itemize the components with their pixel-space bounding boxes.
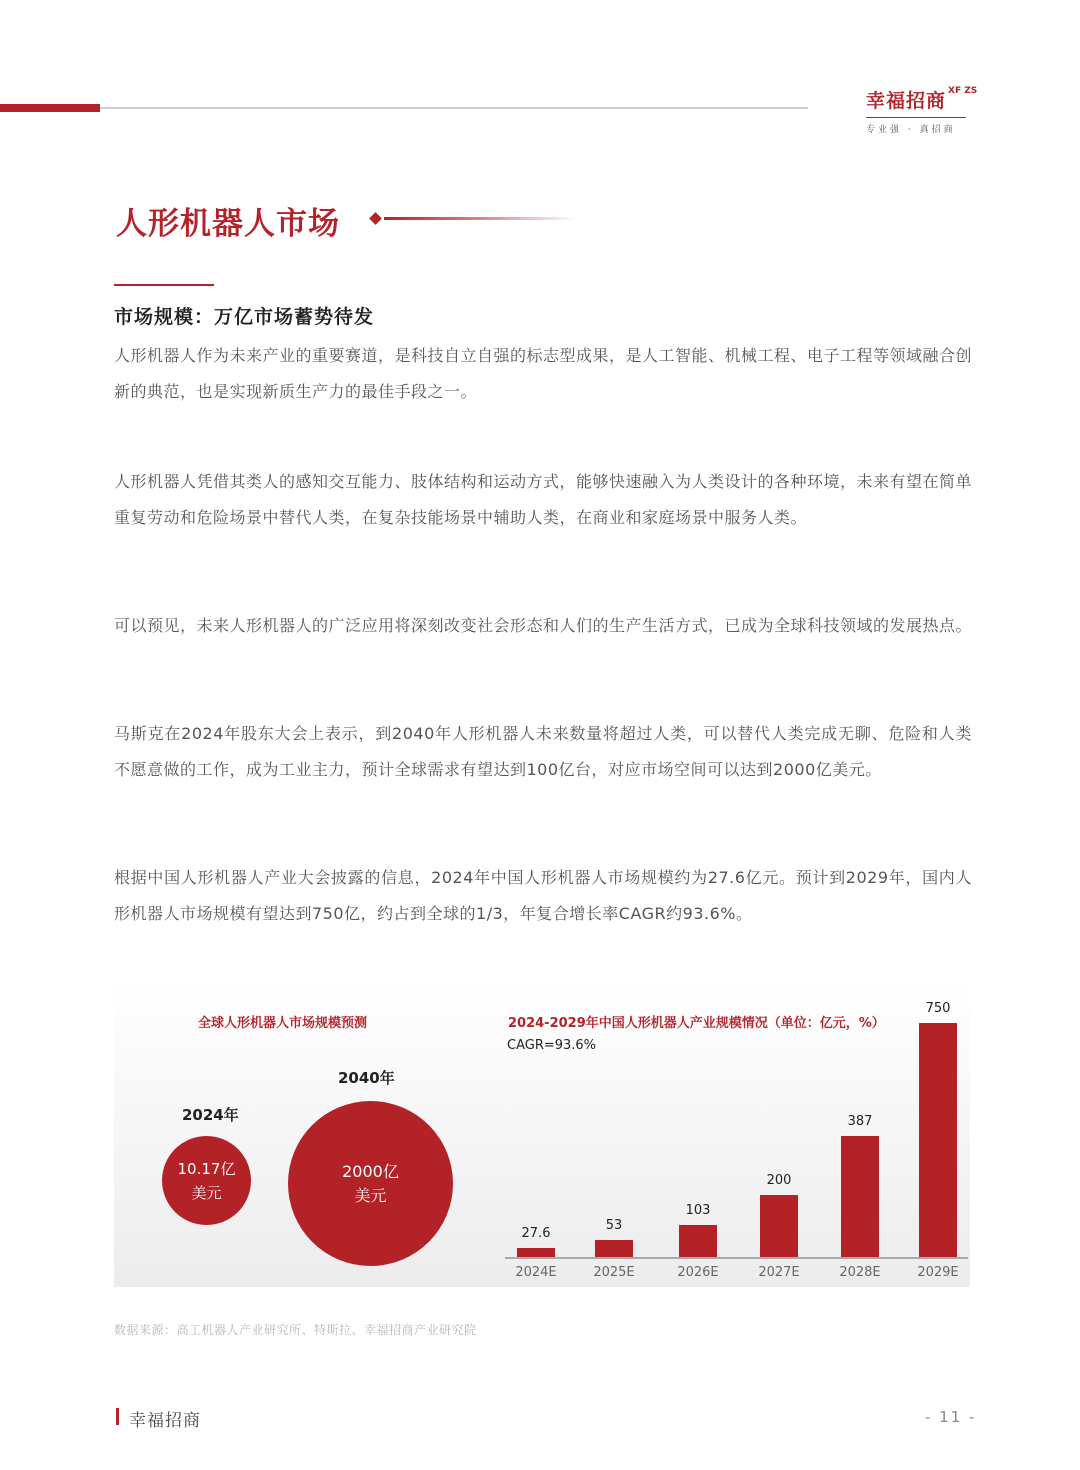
bar-2025E xyxy=(595,1240,633,1257)
bubble-value: 2000亿 xyxy=(342,1161,399,1181)
paragraph-2: 人形机器人凭借其类人的感知交互能力、肢体结构和运动方式，能够快速融入为人类设计的各种环境，未来有望在简单重复劳动和危险场景中替代人类，在复杂技能场景中辅助人类，在商业和家庭场景中服务人类。 xyxy=(114,472,973,527)
x-tick-label: 2029E xyxy=(917,1265,959,1280)
section-title: 人形机器人市场 xyxy=(116,206,340,242)
bubble-2040 xyxy=(288,1101,453,1266)
logo-rule xyxy=(866,117,966,118)
bar-2024E xyxy=(517,1248,555,1257)
brand-slogan: 专业强 · 真招商 xyxy=(866,125,956,135)
bar-2028E xyxy=(841,1136,879,1257)
bar-value-label: 53 xyxy=(605,1218,623,1234)
paragraph-3: 可以预见，未来人形机器人的广泛应用将深刻改变社会形态和人们的生产生活方式，已成为全球科技领域的发展热点。 xyxy=(114,616,973,635)
bar-value-label: 103 xyxy=(685,1202,711,1218)
footer-accent-bar xyxy=(116,1408,119,1425)
x-tick-label: 2024E xyxy=(515,1265,557,1280)
title-decoration-line xyxy=(384,217,578,220)
footer-brand: 幸福招商 xyxy=(129,1411,201,1431)
bar-chart-title: 2024-2029年中国人形机器人产业规模情况（单位：亿元，%） xyxy=(508,1016,885,1031)
page-number: - 11 - xyxy=(925,1408,977,1426)
brand-logo xyxy=(866,86,976,135)
bar-value-label: 387 xyxy=(847,1114,873,1130)
x-tick-label: 2026E xyxy=(677,1265,719,1280)
diamond-icon xyxy=(369,212,382,225)
bar-value-label: 27.6 xyxy=(521,1226,551,1242)
bubble-unit: 美元 xyxy=(354,1185,387,1205)
data-source-note: 数据来源：高工机器人产业研究所、特斯拉、幸福招商产业研究院 xyxy=(114,1323,477,1337)
bar-2029E xyxy=(919,1023,957,1257)
bubble-chart-title: 全球人形机器人市场规模预测 xyxy=(198,1016,368,1031)
bar-value-label: 200 xyxy=(766,1172,792,1188)
x-tick-label: 2025E xyxy=(593,1265,635,1280)
bubble-value: 10.17亿 xyxy=(177,1159,236,1178)
bar-value-label: 750 xyxy=(925,1001,951,1016)
cagr-annotation: CAGR=93.6% xyxy=(507,1038,597,1053)
x-tick-label: 2028E xyxy=(839,1265,881,1280)
bubble-unit: 美元 xyxy=(191,1183,222,1202)
x-axis-line xyxy=(505,1257,968,1259)
brand-mark: XF ZS xyxy=(948,86,978,96)
paragraph-4: 马斯克在2024年股东大会上表示，到2040年人形机器人未来数量将超过人类，可以替代人类完成无聊、危险和人类不愿意做的工作，成为工业主力，预计全球需求有望达到100亿台，对应市场空间可以达到2000亿美元。 xyxy=(114,724,972,779)
header-divider xyxy=(100,107,808,109)
bubble-year-label: 2024年 xyxy=(182,1106,239,1124)
bubble-2024 xyxy=(162,1136,251,1225)
bar-2026E xyxy=(679,1225,717,1257)
header-accent-bar xyxy=(0,104,100,112)
subtitle: 市场规模：万亿市场蓄势待发 xyxy=(114,306,375,328)
x-tick-label: 2027E xyxy=(758,1265,800,1280)
bar-2027E xyxy=(760,1195,798,1257)
subtitle-rule xyxy=(114,284,214,286)
brand-name: 幸福招商 xyxy=(866,90,947,112)
bubble-year-label: 2040年 xyxy=(338,1069,395,1087)
paragraph-1: 人形机器人作为未来产业的重要赛道，是科技自立自强的标志型成果，是人工智能、机械工程、电子工程等领域融合创新的典范，也是实现新质生产力的最佳手段之一。 xyxy=(114,346,973,401)
paragraph-5: 根据中国人形机器人产业大会披露的信息，2024年中国人形机器人市场规模约为27.6亿元。预计到2029年，国内人形机器人市场规模有望达到750亿，约占到全球的1/3，年复合增长率CAGR约93.6%。 xyxy=(114,868,972,923)
